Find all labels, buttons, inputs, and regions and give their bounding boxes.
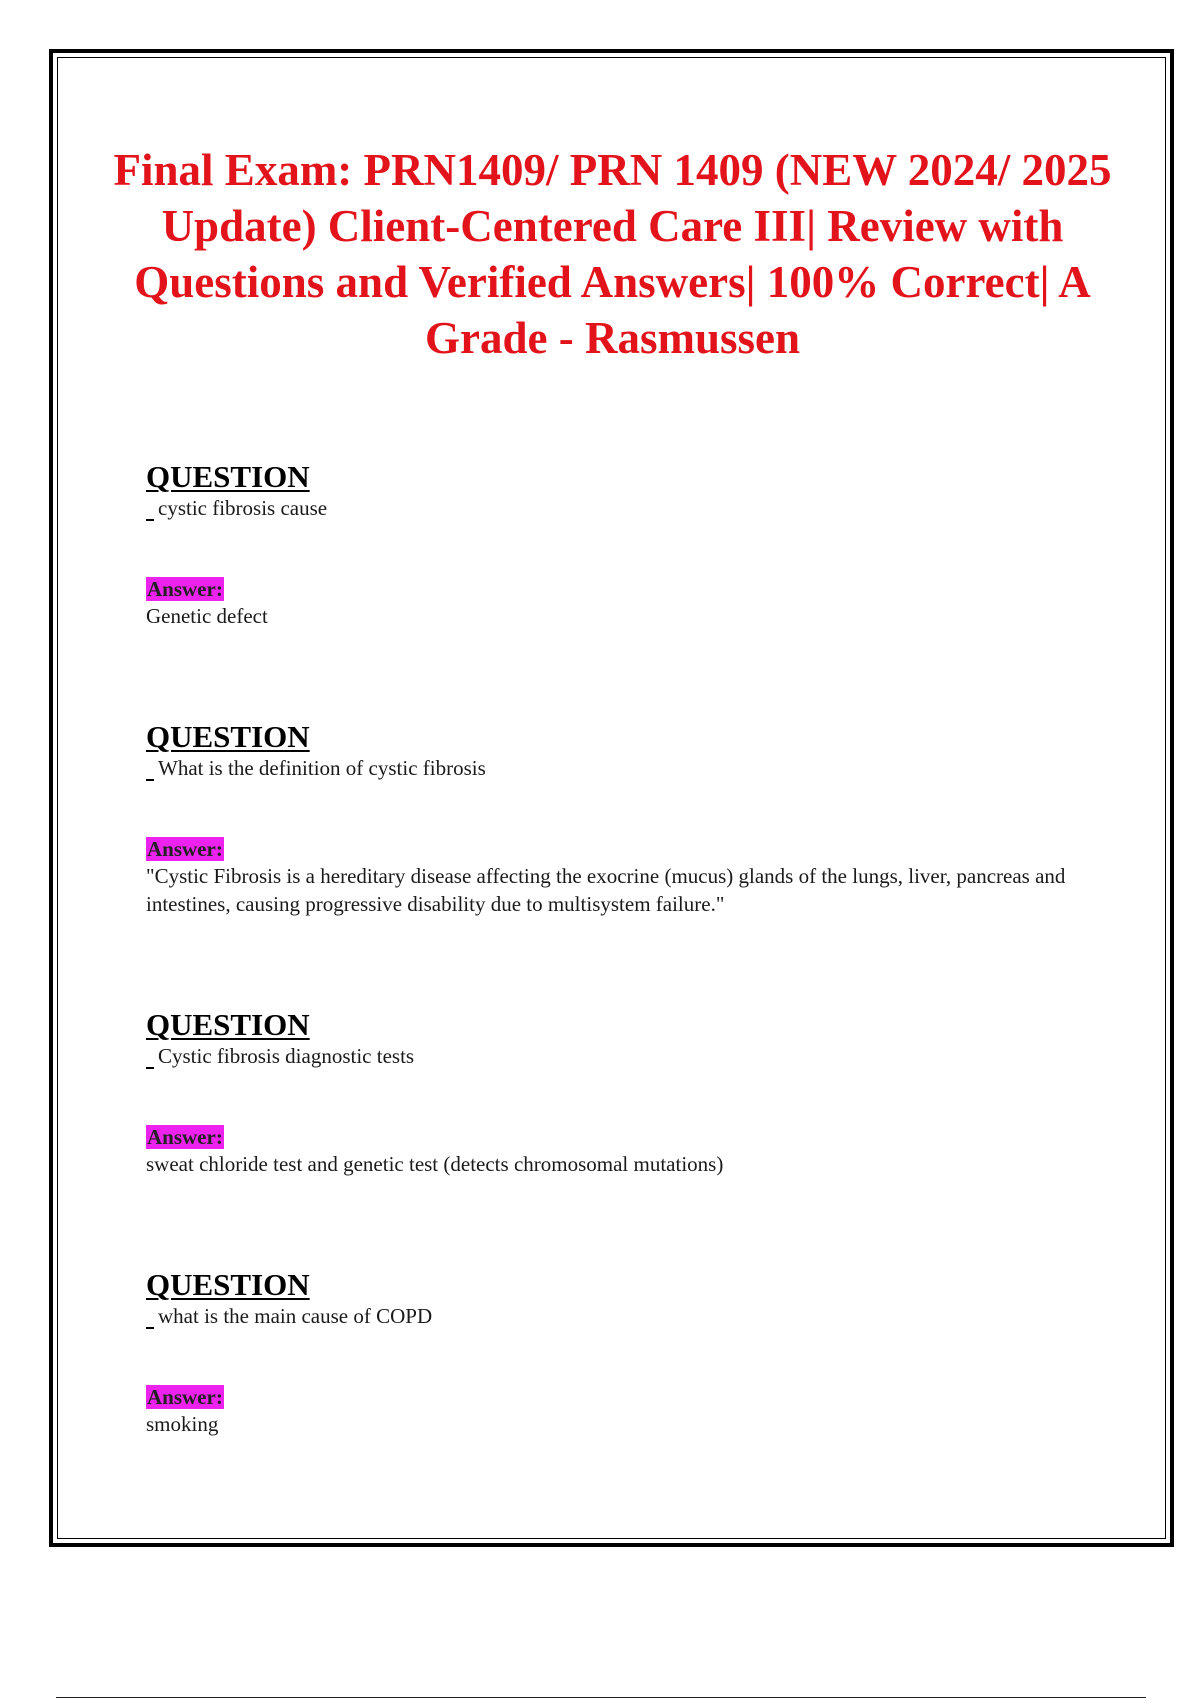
qa-item-3 [146, 1008, 1086, 1178]
question-text-content: cystic fibrosis cause [158, 496, 328, 520]
dash-marker [146, 1327, 154, 1329]
qa-item-4 [146, 1268, 1086, 1438]
qa-item-1 [146, 460, 1086, 630]
question-heading: QUESTION [146, 459, 310, 494]
question-heading: QUESTION [146, 1007, 310, 1042]
question-heading: QUESTION [146, 719, 310, 754]
answer-text: Genetic defect [146, 604, 268, 628]
question-text [146, 1043, 1086, 1069]
answer-label: Answer: [147, 837, 223, 861]
question-text [146, 755, 1086, 781]
footer-divider [56, 1697, 1146, 1698]
qa-item-2 [146, 720, 1086, 918]
question-heading: QUESTION [146, 1267, 310, 1302]
question-text-content: what is the main cause of COPD [158, 1304, 433, 1328]
answer-label: Answer: [147, 1385, 223, 1409]
dash-marker [146, 779, 154, 781]
question-text [146, 1303, 1086, 1329]
document-title: Final Exam: PRN1409/ PRN 1409 (NEW 2024/ 2025 Update) Client-Centered Care III| Review with Questions and Verified Answers| 100% Correct| A Grade - Rasmussen [113, 145, 1112, 363]
question-text-content: Cystic fibrosis diagnostic tests [158, 1044, 415, 1068]
answer-text: "Cystic Fibrosis is a hereditary disease affecting the exocrine (mucus) glands of the lungs, liver, pancreas and intestines, causing progressive disability due to multisystem failure." [146, 864, 1066, 916]
dash-marker [146, 1067, 154, 1069]
answer-label: Answer: [147, 577, 223, 601]
dash-marker [146, 519, 154, 521]
answer-text: smoking [146, 1412, 219, 1436]
answer-label: Answer: [147, 1125, 223, 1149]
question-text-content: What is the definition of cystic fibrosis [158, 756, 486, 780]
answer-text: sweat chloride test and genetic test (detects chromosomal mutations) [146, 1152, 724, 1176]
question-text [146, 495, 1086, 521]
